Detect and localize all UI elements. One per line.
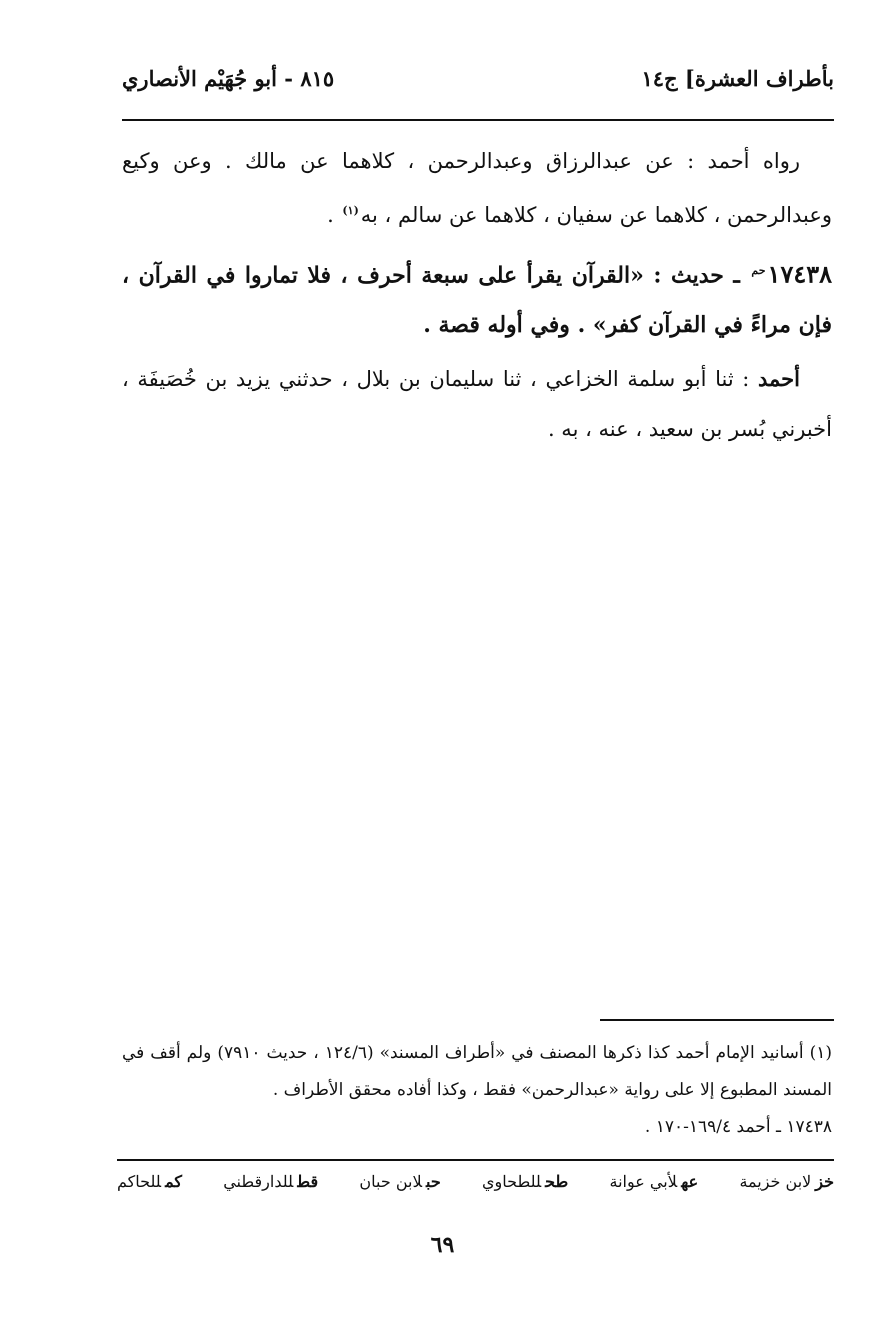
abbrev-label: للطحاوي [482,1172,542,1191]
abbrev-item [117,1172,182,1191]
main-text [122,136,832,454]
footnote-1: (١) أسانيد الإمام أحمد كذا ذكرها المصنف في «أطراف المسند» (١٢٤/٦ ، حديث ٧٩١٠) ولم أقف في المسند المطبوع إلا على رواية «عبدالرحمن» فقط ، وكذا أفاده محقق الأطراف . [122,1043,832,1100]
abbreviations-key [117,1172,834,1191]
abbrev-code: طح [545,1172,569,1191]
abbrev-code: خز [815,1172,834,1191]
footnote-2: ١٧٤٣٨ ـ أحمد ١٦٩/٤-١٧٠ . [644,1117,832,1137]
hadith-number: ١٧٤٣٨ [767,259,832,289]
paragraph-riwayah [122,136,832,240]
abbrev-label: لابن خزيمة [739,1172,812,1191]
abbrev-code: كم [165,1172,182,1191]
header-rule [122,119,834,121]
abbrev-label: لأبي عوانة [609,1172,678,1191]
footnote-marker: (١) [342,204,359,217]
abbrev-code: عه [681,1172,699,1191]
abbrev-code: قط [297,1172,319,1191]
abbrev-item [482,1172,568,1191]
paragraph-text: رواه أحمد : عن عبدالرزاق وعبدالرحمن ، كلاهما عن مالك . وعن وكيع وعبدالرحمن ، كلاهما عن سفيان ، كلاهما عن سالم ، به [122,149,832,227]
isnad-lead: أحمد [758,366,800,392]
abbrev-code: حب [426,1172,441,1191]
hadith-entry [122,246,832,350]
abbrev-label: للحاكم [117,1172,162,1191]
abbrev-item [223,1172,318,1191]
source-symbol: حم [751,264,766,277]
hadith-text: ـ حديث : «القرآن يقرأ على سبعة أحرف ، فلا تماروا في القرآن ، فإن مراءً في القرآن كفر» . وفي أوله قصة . [122,262,832,339]
abbrev-item [739,1172,834,1191]
isnad-text: : ثنا أبو سلمة الخزاعي ، ثنا سليمان بن بلال ، حدثني يزيد بن خُصَيفَة ، أخبرني بُسر بن سعيد ، عنه ، به . [122,367,832,442]
abbrev-item [610,1172,699,1191]
footnote-rule [600,1019,834,1021]
header-book-title: بأطراف العشرة] ج١٤ [641,66,834,91]
footnotes [122,1035,832,1146]
abbrev-label: للدارقطني [223,1172,294,1191]
abbrev-item [359,1172,440,1191]
running-header [122,66,834,106]
header-narrator-title: ٨١٥ - أبو جُهَيْم الأنصاري [122,66,335,91]
paragraph-isnad [122,354,832,454]
page-number: ٦٩ [430,1232,455,1258]
abbrev-label: لابن حبان [359,1172,422,1191]
paragraph-end: . [327,203,341,227]
abbreviations-rule [117,1159,834,1161]
